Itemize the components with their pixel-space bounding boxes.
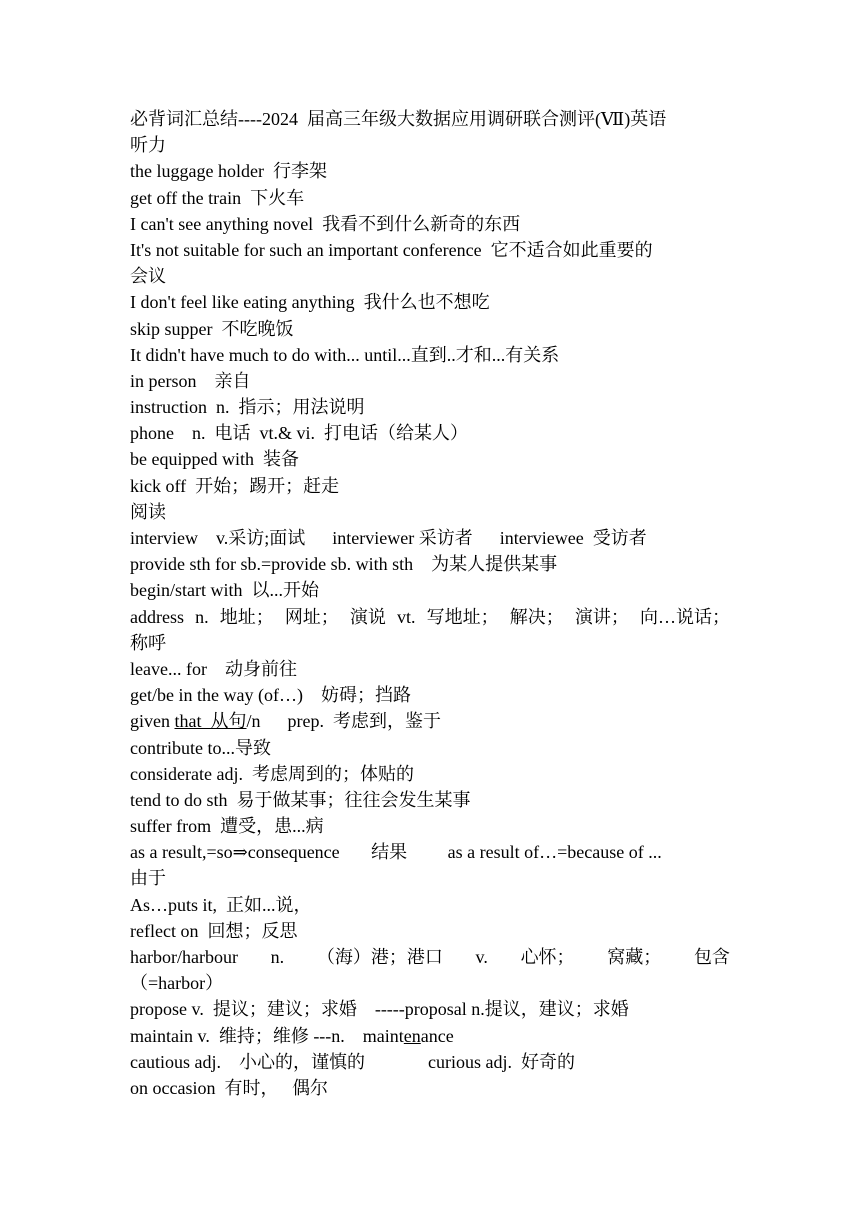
vocab-line: 由于 [130,868,166,889]
vocab-line: （=harbor） [130,973,224,994]
vocab-line: the luggage holder 行李架 [130,161,327,182]
vocab-line: considerate adj. 考虑周到的；体贴的 [130,763,414,784]
section-heading-reading: 阅读 [130,501,166,522]
vocab-line: begin/start with 以...开始 [130,580,319,601]
vocab-line: propose v. 提议；建议；求婚 -----proposal n.提议，建议；求婚 [130,999,629,1020]
vocab-line: on occasion 有时， 偶尔 [130,1077,328,1098]
vocab-line: phone n. 电话 vt.& vi. 打电话（给某人） [130,423,468,444]
vocab-line: be equipped with 装备 [130,449,299,470]
vocab-line: get/be in the way (of…) 妨碍；挡路 [130,685,411,706]
vocab-line: cautious adj. 小心的，谨慎的 curious adj. 好奇的 [130,1051,575,1072]
document-body [130,106,730,1101]
vocab-line: 会议 [130,266,166,287]
vocab-line: instruction n. 指示；用法说明 [130,397,365,418]
vocab-line: get off the train 下火车 [130,187,305,208]
doc-title: 必背词汇总结----2024 届高三年级大数据应用调研联合测评(Ⅶ)英语 [130,109,667,129]
vocab-line-maintain: maintain v. 维持；维修 ---n. maintenance [130,1025,454,1046]
vocab-line-harbor: harbor/harbour n. （海）港；港口 v. 心怀； 窝藏； 包含 [130,947,730,967]
vocab-line: reflect on 回想；反思 [130,920,298,941]
vocab-line: as a result,=so⇒consequence 结果 as a result of…=because of ... [130,842,662,863]
vocab-line: kick off 开始；踢开；赶走 [130,475,340,496]
vocab-line: in person 亲自 [130,370,251,391]
vocab-line: I can't see anything novel 我看不到什么新奇的东西 [130,213,521,234]
vocab-line-address: address n. 地址； 网址； 演说 vt. 写地址； 解决； 演讲； 向…说话； [130,606,730,627]
vocab-line: leave... for 动身前往 [130,658,297,679]
vocab-line: It didn't have much to do with... until...直到..才和...有关系 [130,344,560,365]
vocab-line: skip supper 不吃晚饭 [130,318,294,339]
vocab-line: suffer from 遭受，患...病 [130,816,324,837]
vocab-line: 称呼 [130,632,166,653]
vocab-line: It's not suitable for such an important conference 它不适合如此重要的 [130,239,653,260]
vocab-line: contribute to...导致 [130,737,271,758]
vocab-line: interview v.采访;面试 interviewer 采访者 interviewee 受访者 [130,528,647,548]
vocab-line: tend to do sth 易于做某事；往往会发生某事 [130,789,471,810]
vocab-line: As…puts it, 正如...说， [130,894,312,915]
section-heading-listening: 听力 [130,135,166,156]
vocab-line-given: given that 从句/n prep. 考虑到，鉴于 [130,711,441,732]
vocab-line: provide sth for sb.=provide sb. with sth 为某人提供某事 [130,554,558,575]
vocab-line: I don't feel like eating anything 我什么也不想吃 [130,292,490,313]
